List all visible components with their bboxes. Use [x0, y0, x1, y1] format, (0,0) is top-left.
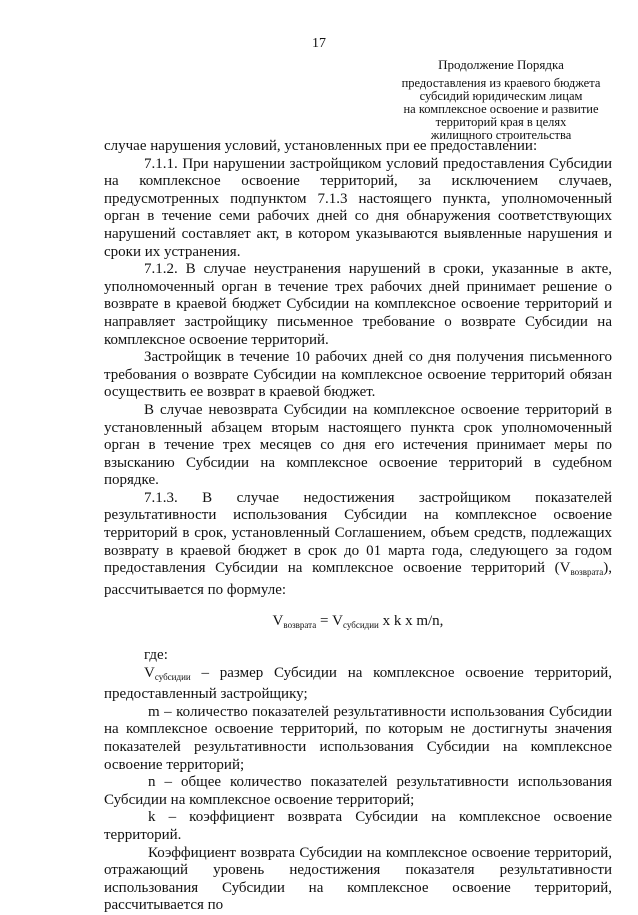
paragraph-7-1-1: 7.1.1. При нарушении застройщиком условий предоставления Субсидии на комплексное освоение территорий, за исключением случаев, предусмотренных подпунктом 7.1.3 настоящего пункта, уполномоченный орган в течение семи рабочих дней со дня обнаружения соответствующих нарушений составляет акт, в котором указываются выявленные нарушения и сроки их устранения.: [104, 155, 612, 260]
formula-sub-subsidy: субсидии: [342, 620, 379, 631]
paragraph-non-refund: В случае невозврата Субсидии на комплексное освоение территорий в установленный абзацем вторым настоящего пункта срок уполномоченный орган в течение трех месяцев со дня его истечения принимает меры по взысканию Субсидии на комплексное освоение территорий в судебном порядке.: [104, 401, 612, 489]
header-line: территорий края в целях: [435, 115, 567, 129]
page-number: 17: [312, 36, 326, 51]
paragraph-continuation: случае нарушения условий, установленных при ее предоставлении:: [104, 138, 538, 154]
formula-rest: x k x m/n,: [378, 613, 444, 630]
header-line: на комплексное освоение и развитие: [403, 102, 599, 116]
formula-sub-refund: возврата: [283, 620, 317, 631]
def1-sub: субсидии: [154, 671, 191, 682]
document-header: [385, 58, 617, 142]
p5-sub: возврата: [570, 567, 604, 578]
p5-end: ), рассчитывается по формуле:: [104, 560, 612, 598]
paragraph-coefficient: Коэффициент возврата Субсидии на комплексное освоение территорий, отражающий уровень недостижения показателя результативности использования Субсидии на комплексное освоение территорий, рассчитывается по: [104, 844, 612, 914]
paragraph-7-1-2: 7.1.2. В случае неустранения нарушений в сроки, указанные в акте, уполномоченный орган в течение трех рабочих дней принимает решение о возврате в краевой бюджет Субсидии на комплексное освоение территорий и направляет застройщику письменное требование о возврате Субсидии на комплексное освоение территорий.: [104, 261, 612, 348]
p5-main: 7.1.3. В случае недостижения застройщиком показателей результативности использования Субсидии на комплексное освоение территорий в срок, установленный Соглашением, объем средств, подлежащих возврату в краевой бюджет в срок до 01 марта года, следующего за годом предоставления Субсидии на комплексное освоение территорий (V: [104, 489, 612, 577]
where-label: где:: [144, 647, 168, 664]
definition-k: k – коэффициент возврата Субсидии на комплексное освоение территорий.: [104, 809, 612, 843]
document-body: [104, 138, 612, 915]
header-line: субсидий юридическим лицам: [419, 89, 583, 103]
paragraph-7-1-3: [104, 490, 612, 600]
header-title: Продолжение Порядка: [438, 57, 564, 72]
formula-v: V: [272, 613, 284, 630]
definition-v-subsidy: [104, 665, 612, 704]
formula: [104, 613, 612, 635]
header-line: жилищного строительства: [430, 128, 572, 142]
definition-m: m – количество показателей результативности использования Субсидии на комплексное освоение территорий, по которым не достигнуты значения показателей результативности использования Субсидии на комплексное освоение территорий;: [104, 703, 612, 773]
paragraph-refund-deadline: Застройщик в течение 10 рабочих дней со дня получения письменного требования о возврате Субсидии на комплексное освоение территорий обязан осуществить ее возврат в краевой бюджет.: [104, 349, 612, 401]
header-line: предоставления из краевого бюджета: [401, 76, 601, 90]
definition-n: n – общее количество показателей результативности использования Субсидии на комплексное освоение территорий;: [104, 774, 612, 808]
def1-text: – размер Субсидии на комплексное освоение территорий, предоставленный застройщику;: [104, 664, 612, 703]
formula-eq: = V: [316, 613, 343, 630]
def1-v: V: [144, 664, 155, 681]
